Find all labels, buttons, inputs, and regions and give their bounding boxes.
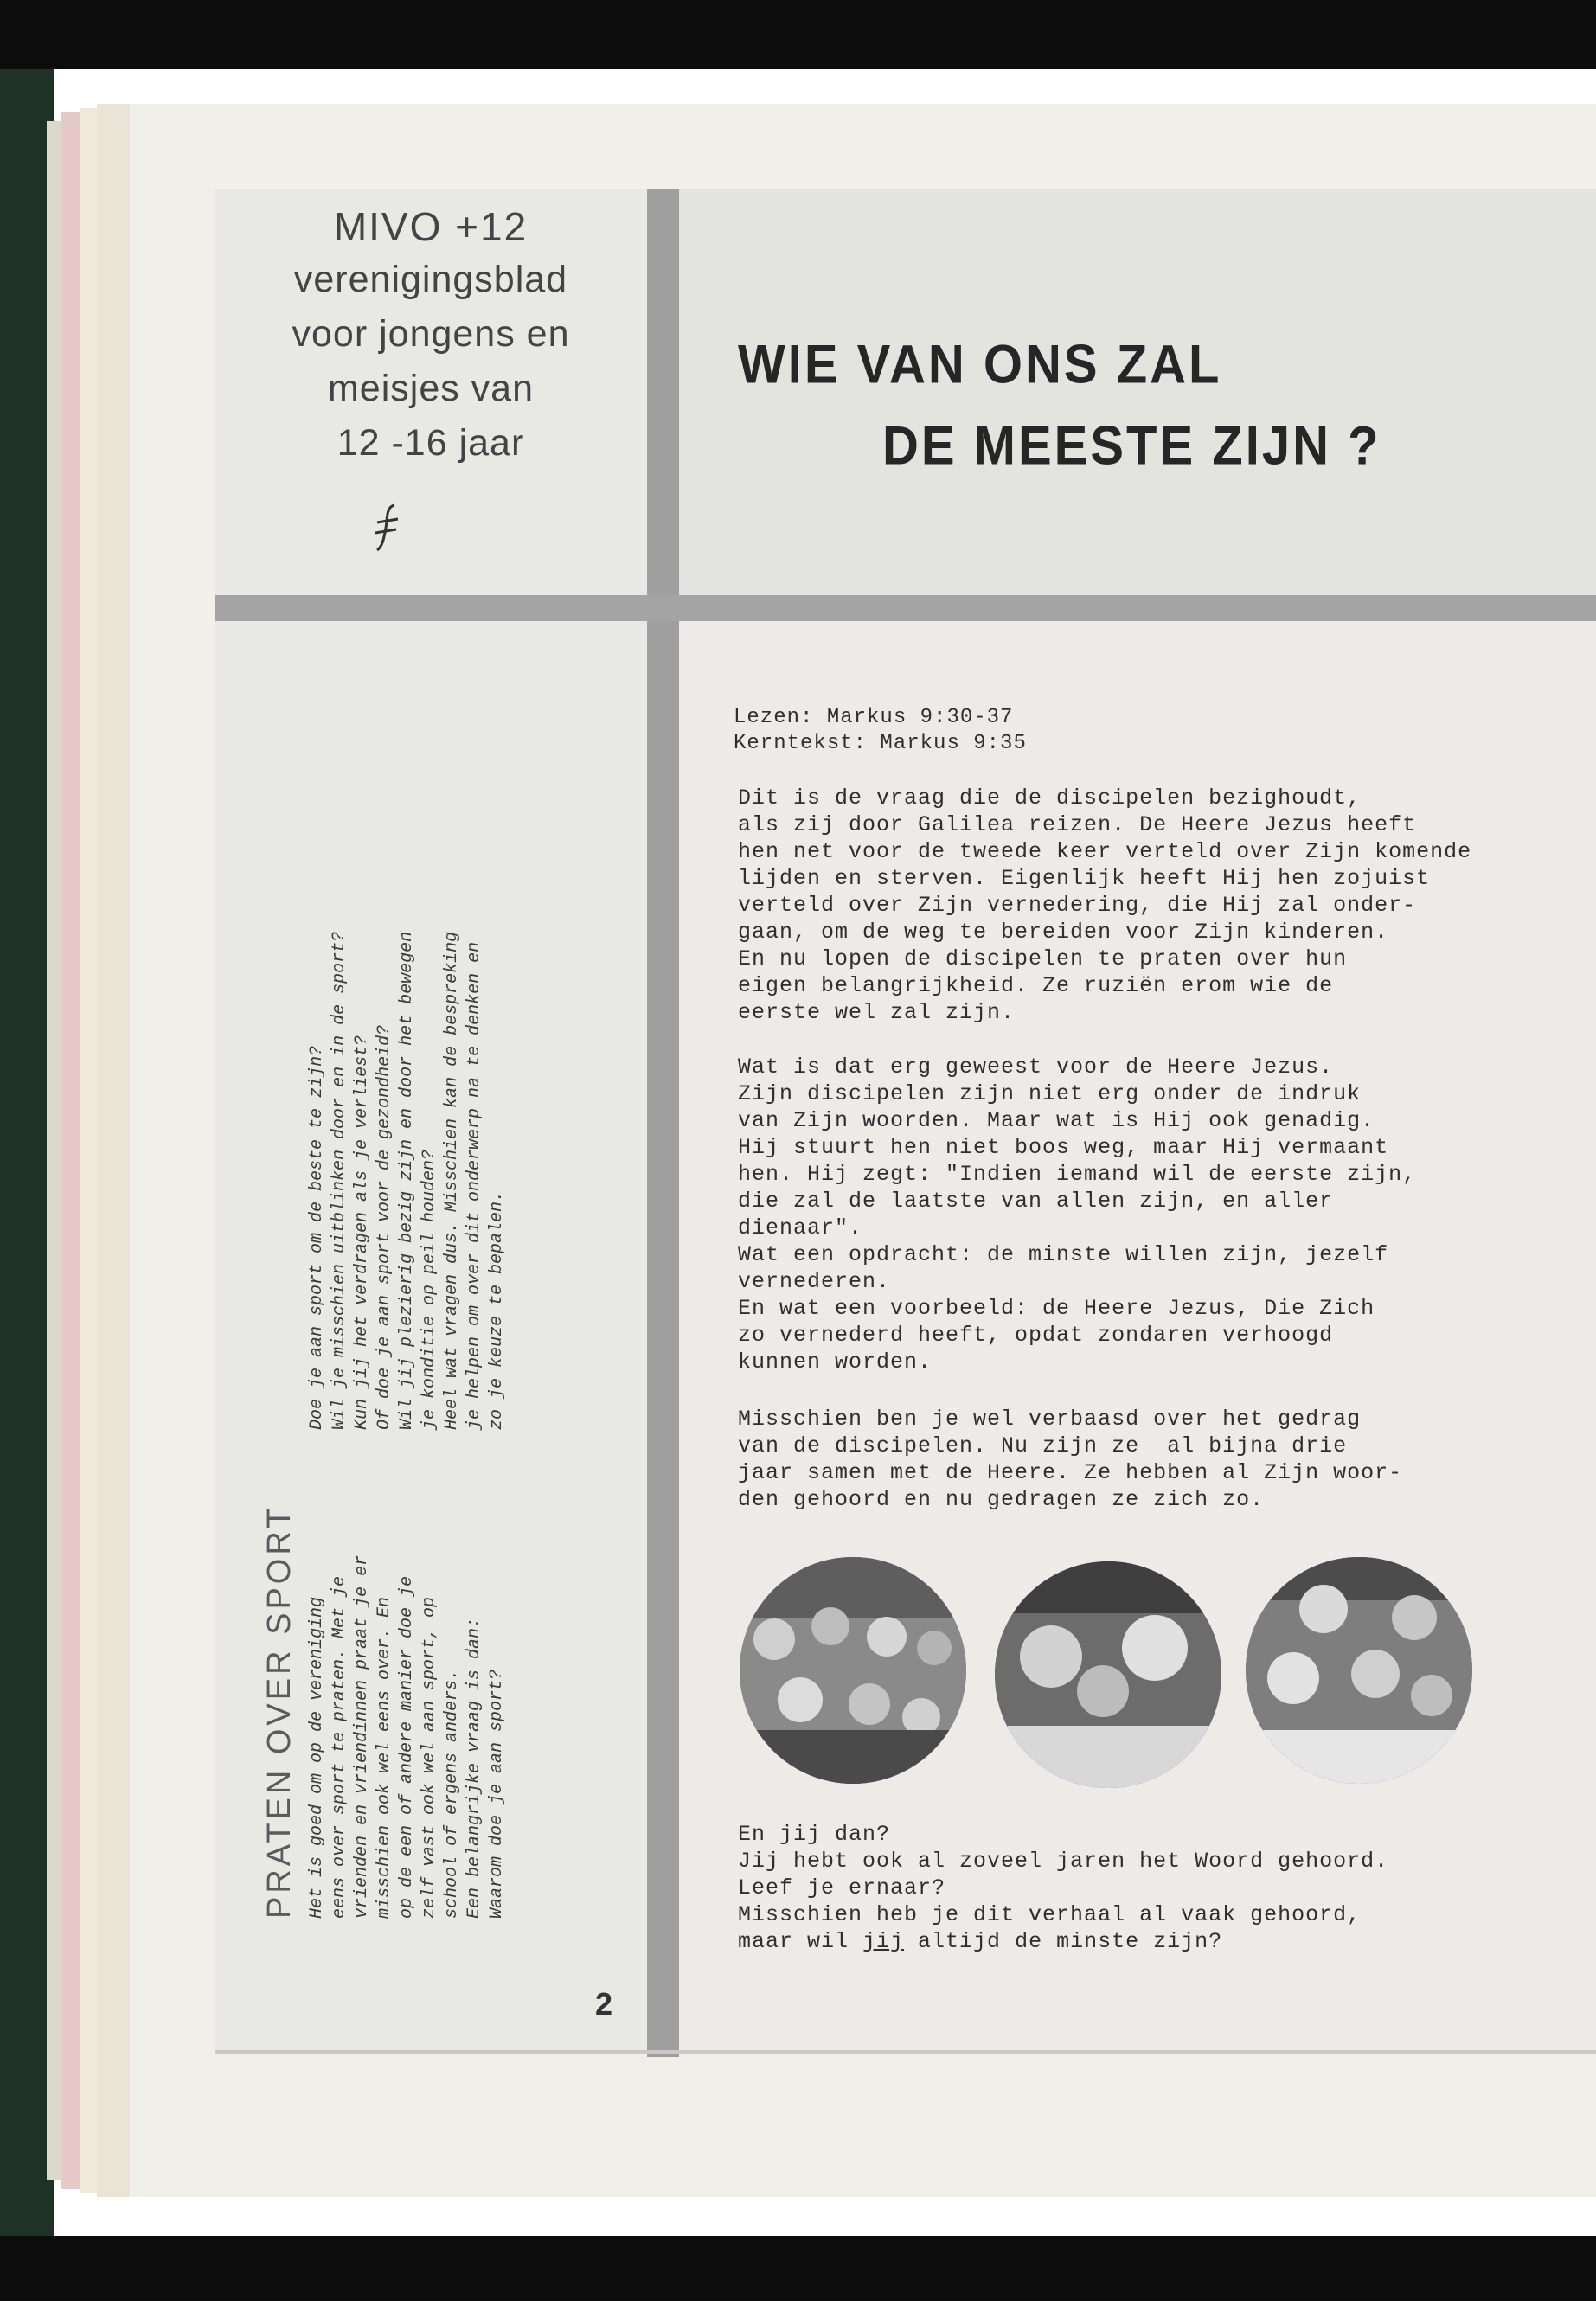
scan-top-border — [0, 0, 1596, 69]
text-line: vrienden en vriendinnen praat je er — [352, 1554, 372, 1919]
text-line: eigen belangrijkheid. Ze ruziën erom wie de — [738, 973, 1334, 998]
page-edge — [80, 108, 99, 2193]
text-fragment: maar wil — [738, 1929, 863, 1954]
masthead-line: verenigingsblad — [293, 259, 568, 300]
headline-line-1: WIE VAN ONS ZAL — [738, 334, 1222, 395]
text-line: Misschien ben je wel verbaasd over het gedrag — [738, 1407, 1362, 1432]
kerntekst-text: Kerntekst: Markus 9:35 — [734, 732, 1027, 755]
text-line: Wat een opdracht: de minste willen zijn, jezelf — [738, 1242, 1389, 1267]
text-line: Doe je aan sport om de beste te zijn? — [307, 1045, 327, 1430]
text-line: die zal de laatste van allen zijn, en aller — [738, 1189, 1334, 1214]
text-line: van Zijn woorden. Maar wat is Hij ook genadig. — [738, 1108, 1375, 1133]
group-photo — [740, 1557, 966, 1784]
text-line: En jij dan? — [738, 1822, 891, 1847]
text-line: Leef je ernaar? — [738, 1875, 946, 1900]
masthead-line: voor jongens en — [292, 313, 570, 355]
text-line: verteld over Zijn vernedering, die Hij zal onder- — [738, 893, 1417, 918]
horizontal-divider — [215, 595, 1596, 621]
group-photo — [995, 1561, 1221, 1788]
article-paragraph — [738, 1821, 1551, 1955]
text-line: dienaar". — [738, 1215, 863, 1240]
article-paragraph — [738, 785, 1551, 1026]
text-line: eerste wel zal zijn. — [738, 1000, 1016, 1025]
text-line: Wil je misschien uitblinken door en in de sport? — [330, 931, 349, 1430]
text-line: je helpen om over dit onderwerp na te denken en — [465, 941, 484, 1430]
text-line: je konditie op peil houden? — [420, 1149, 439, 1430]
text-line: Een belangrijke vraag is dan: — [465, 1617, 484, 1919]
text-line: Wil jij plezierig bezig zijn en door het bewegen — [397, 931, 417, 1430]
text-line: school of ergens anders. — [442, 1669, 462, 1919]
sidebar-rotated-text — [260, 656, 507, 1919]
reading-reference — [734, 705, 1027, 757]
text-line: als zij door Galilea reizen. De Heere Jezus heeft — [738, 812, 1417, 837]
headline-line-2: DE MEESTE ZIJN ? — [882, 415, 1381, 477]
text-line: Of doe je aan sport voor de gezondheid? — [375, 1024, 394, 1430]
text-line: zelf vast ook wel aan sport, op — [420, 1596, 439, 1919]
text-line: kunnen worden. — [738, 1349, 933, 1375]
article-paragraph — [738, 1406, 1551, 1513]
scan-bottom-border — [0, 2236, 1596, 2301]
text-line: En nu lopen de discipelen te praten over hun — [738, 946, 1348, 971]
lezen-text: Lezen: Markus 9:30-37 — [734, 706, 1014, 729]
masthead-line: 12 -16 jaar — [337, 422, 525, 464]
text-line: Zijn discipelen zijn niet erg onder de indruk — [738, 1081, 1362, 1106]
masthead-brand: MIVO +12 — [333, 204, 529, 249]
text-line: eens over sport te praten. Met je — [330, 1575, 349, 1919]
text-line: zo je keuze te bepalen. — [487, 1190, 507, 1430]
text-line: Het is goed om op de vereniging — [307, 1596, 327, 1919]
text-line: Wat is dat erg geweest voor de Heere Jezus. — [738, 1054, 1334, 1080]
underlined-word: jij — [862, 1929, 905, 1954]
group-photo — [1246, 1557, 1472, 1784]
article-paragraph — [738, 1054, 1551, 1375]
vertical-divider — [647, 189, 679, 2057]
page-number: 2 — [595, 1986, 613, 2022]
masthead — [223, 201, 638, 471]
text-line: jaar samen met de Heere. Ze hebben al Zijn woor- — [738, 1460, 1403, 1485]
text-line: hen net voor de tweede keer verteld over Zijn komende — [738, 839, 1472, 864]
text-line: den gehoord en nu gedragen ze zich zo. — [738, 1487, 1265, 1512]
text-line: gaan, om de weg te bereiden voor Zijn kinderen. — [738, 920, 1389, 945]
text-line: hen. Hij zegt: "Indien iemand wil de eerste zijn, — [738, 1162, 1417, 1187]
sidebar-questions — [306, 932, 509, 1430]
logo-icon — [370, 502, 405, 554]
text-fragment: altijd de minste zijn? — [904, 1929, 1223, 1954]
text-line: Waarom doe je aan sport? — [487, 1669, 507, 1919]
text-line: misschien ook wel eens over. En — [375, 1596, 394, 1919]
bottom-rule — [215, 2050, 1596, 2054]
book-binding — [0, 69, 54, 2236]
text-line: En wat een voorbeeld: de Heere Jezus, Die Zich — [738, 1296, 1375, 1321]
page-edge — [97, 104, 131, 2197]
text-line: Dit is de vraag die de discipelen bezighoudt, — [738, 785, 1362, 811]
text-line: op de een of andere manier doe je — [397, 1575, 417, 1919]
text-line: Jij hebt ook al zoveel jaren het Woord gehoord. — [738, 1849, 1389, 1874]
page-edge — [61, 112, 81, 2189]
text-line: lijden en sterven. Eigenlijk heeft Hij hen zojuist — [738, 866, 1431, 891]
sidebar-title: PRATEN OVER SPORT — [261, 1504, 298, 1919]
text-line: vernederen. — [738, 1269, 891, 1294]
masthead-line: meisjes van — [327, 368, 535, 409]
text-line: Misschien heb je dit verhaal al vaak gehoord, — [738, 1902, 1362, 1927]
text-line: zo vernederd heeft, opdat zondaren verhoogd — [738, 1323, 1334, 1348]
text-line: Heel wat vragen dus. Misschien kan de bespreking — [442, 931, 462, 1430]
text-line: Kun jij het verdragen als je verliest? — [352, 1035, 372, 1430]
sidebar-intro — [306, 1555, 509, 1919]
text-line: van de discipelen. Nu zijn ze al bijna drie — [738, 1433, 1348, 1458]
text-line: Hij stuurt hen niet boos weg, maar Hij vermaant — [738, 1135, 1389, 1160]
text-line — [738, 1928, 1551, 1955]
